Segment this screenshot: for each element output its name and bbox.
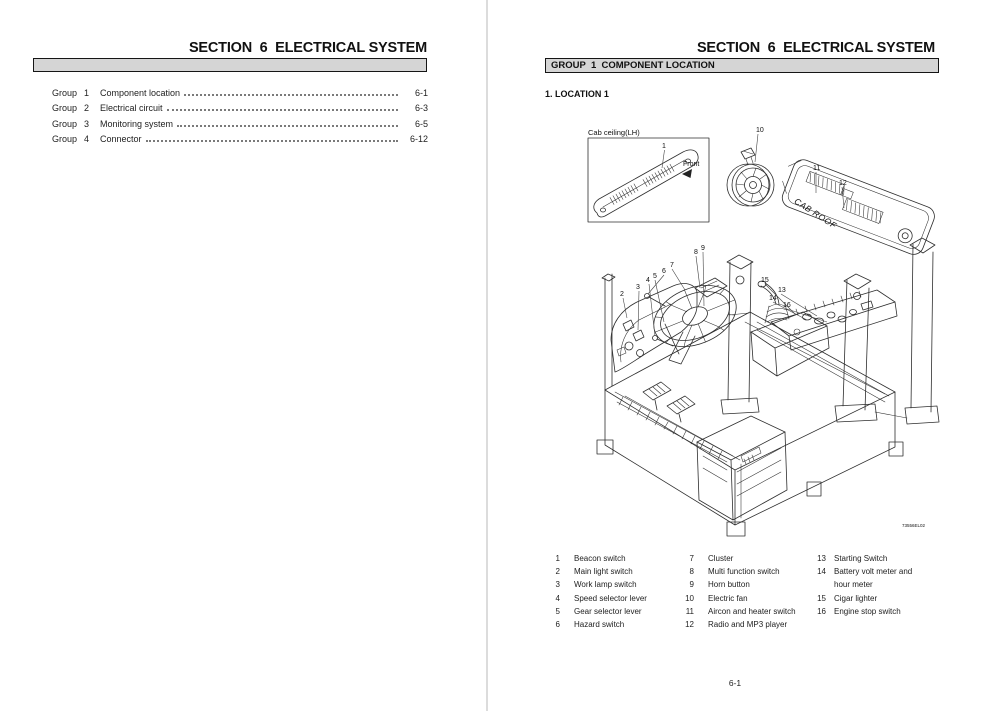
toc-group-number: 1: [84, 88, 90, 98]
front-label: Front: [683, 161, 700, 168]
legend-item: [548, 605, 680, 618]
toc-page-ref: 6-5: [414, 118, 428, 129]
legend-item-num: 15: [817, 593, 826, 603]
component-location-figure: [545, 110, 945, 550]
toc-group-word: Group: [52, 118, 78, 129]
legend-item: [548, 578, 680, 591]
legend-item: [682, 605, 812, 618]
legend-item-name: Speed selector lever: [574, 593, 647, 603]
cab-ceiling-label: Cab ceiling(LH): [588, 128, 640, 137]
legend-item-name: Multi function switch: [708, 567, 780, 577]
callout-9: 9: [701, 245, 705, 252]
toc-label: Component location: [100, 88, 181, 98]
legend-item-num: 13: [817, 554, 826, 563]
legend-item-name: Gear selector lever: [574, 606, 642, 616]
callout-8: 8: [694, 249, 698, 256]
callout-16: 16: [783, 302, 791, 309]
callout-10: 10: [756, 127, 764, 134]
callout-12: 12: [839, 180, 847, 187]
toc-page-ref: 6-12: [409, 134, 428, 145]
legend-item-name: Battery volt meter and hour meter: [834, 567, 913, 590]
legend-item-num: 4: [555, 593, 560, 603]
toc-dot-leader: [146, 133, 398, 142]
table-of-contents: [52, 87, 428, 149]
toc-label: Connector: [100, 134, 142, 145]
legend-item: [682, 552, 812, 565]
callout-6: 6: [662, 268, 666, 275]
legend-item: [682, 618, 812, 631]
legend-item-num: 5: [555, 606, 560, 616]
toc-row-group2: [52, 102, 428, 117]
cab-ceiling-inset: [588, 128, 709, 222]
toc-dot-leader: [167, 102, 398, 111]
legend-item-name: Work lamp switch: [574, 580, 637, 590]
legend-column-1: [548, 552, 680, 631]
legend-item-name: Cluster: [708, 554, 734, 563]
left-group-bar: [33, 58, 427, 72]
legend-item-num: 16: [817, 606, 826, 616]
legend-item: [548, 618, 680, 631]
legend-item-num: 11: [685, 606, 694, 616]
legend-item-name: Engine stop switch: [834, 606, 901, 616]
toc-group-word: Group: [52, 88, 78, 98]
legend-item-name: Aircon and heater switch: [708, 606, 796, 616]
page-number: 6-1: [728, 678, 742, 688]
legend-column-2: [682, 552, 812, 631]
legend-item-num: 3: [555, 580, 560, 590]
callout-5: 5: [653, 273, 657, 280]
callout-14: 14: [769, 295, 777, 302]
legend-item-num: 10: [685, 593, 694, 603]
legend-item-name: Main light switch: [574, 567, 633, 577]
legend-item: [682, 565, 812, 578]
right-section-title: SECTION 6 ELECTRICAL SYSTEM: [696, 40, 935, 56]
legend-item: [548, 592, 680, 605]
toc-row-group3: [52, 118, 428, 133]
toc-page-ref: 6-1: [414, 88, 428, 98]
group-header-bar: GROUP 1 COMPONENT LOCATION: [545, 58, 939, 73]
legend-item-num: 12: [685, 620, 694, 630]
legend-item-num: 2: [555, 567, 560, 577]
callout-7: 7: [670, 262, 674, 269]
legend-item: [812, 565, 934, 591]
toc-group-number: 4: [84, 134, 90, 145]
legend-item: [682, 578, 812, 591]
left-section-title: SECTION 6 ELECTRICAL SYSTEM: [188, 40, 427, 56]
callout-15: 15: [761, 277, 769, 284]
toc-dot-leader: [184, 87, 398, 96]
toc-group-word: Group: [52, 103, 78, 114]
callout-4: 4: [646, 277, 650, 284]
legend-item: [812, 592, 934, 605]
legend-item-name: Hazard switch: [574, 620, 625, 630]
callout-13: 13: [778, 287, 786, 294]
legend-item: [682, 592, 812, 605]
legend-item: [812, 552, 934, 565]
legend-item-name: Horn button: [708, 580, 750, 590]
legend-item: [548, 565, 680, 578]
electric-fan-part: [727, 127, 774, 206]
legend-item: [812, 605, 934, 618]
legend-item-num: 1: [555, 554, 560, 563]
ceiling-vent-hatch-1: [610, 184, 638, 205]
legend-item: [548, 552, 680, 565]
toc-label: Monitoring system: [100, 118, 174, 129]
legend-item-name: Electric fan: [708, 593, 748, 603]
legend-column-3: [812, 552, 934, 618]
figure-code: 73556EL02: [901, 523, 925, 528]
toc-row-group1: [52, 87, 428, 102]
toc-dot-leader: [177, 118, 398, 127]
legend-item-num: 9: [689, 580, 694, 590]
location-heading: 1. LOCATION 1: [545, 89, 609, 99]
legend-item-name: Cigar lighter: [834, 593, 878, 603]
callout-1: 1: [662, 143, 666, 150]
toc-label: Electrical circuit: [100, 103, 163, 114]
page-divider: [486, 0, 488, 711]
legend-item-num: 8: [689, 567, 694, 577]
callout-3: 3: [636, 284, 640, 291]
legend-item-num: 6: [555, 620, 560, 630]
legend-item-num: 14: [817, 567, 826, 577]
cab-roof-label: CAB ROOF: [792, 195, 839, 231]
toc-page-ref: 6-3: [414, 103, 428, 114]
legend-item-name: Radio and MP3 player: [708, 620, 788, 630]
callout-11: 11: [813, 165, 821, 172]
front-arrow-icon: [682, 169, 692, 178]
legend-item-name: Starting Switch: [834, 554, 888, 563]
legend-item-name: Beacon switch: [574, 554, 626, 563]
legend-item-num: 7: [689, 554, 694, 563]
toc-group-number: 2: [84, 103, 90, 114]
toc-row-group4: [52, 133, 428, 148]
toc-group-number: 3: [84, 118, 90, 129]
callout-2: 2: [620, 291, 624, 298]
toc-group-word: Group: [52, 134, 78, 145]
